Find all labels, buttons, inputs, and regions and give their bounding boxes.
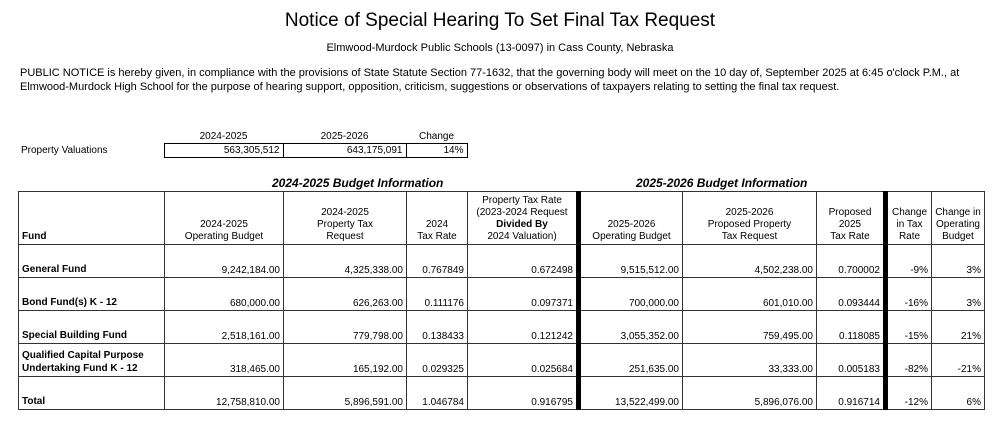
header-line: 2025-2026 xyxy=(607,219,656,230)
cell-c5: 9,515,512.00 xyxy=(579,245,683,278)
header-line: Request xyxy=(326,231,364,242)
table-row xyxy=(19,245,985,278)
fund-name-line: Bond Fund(s) K - 12 xyxy=(22,297,117,308)
header-line: (2023-2024 Request xyxy=(476,207,568,218)
header-line: 2024-2025 xyxy=(321,207,369,218)
cell-c4: 0.025684 xyxy=(468,344,579,377)
column-header-c5 xyxy=(579,192,683,245)
column-header-c4 xyxy=(468,192,579,245)
table-row xyxy=(19,311,985,344)
column-header-c6 xyxy=(683,192,817,245)
cell-c8: -9% xyxy=(886,245,932,278)
cell-c1: 318,465.00 xyxy=(165,344,284,377)
cell-c9: 21% xyxy=(932,311,985,344)
cell-c4: 0.672498 xyxy=(468,245,579,278)
cell-c9: -21% xyxy=(932,344,985,377)
valuation-table xyxy=(18,130,468,158)
header-line: Divided By xyxy=(496,219,548,230)
cell-c2: 5,896,591.00 xyxy=(284,377,407,410)
valuation-value: 563,305,512 xyxy=(164,144,283,158)
cell-c5: 700,000.00 xyxy=(579,278,683,311)
cell-c4: 0.121242 xyxy=(468,311,579,344)
fund-name xyxy=(19,344,165,377)
cell-c2: 779,798.00 xyxy=(284,311,407,344)
header-line: Budget xyxy=(942,231,974,242)
cell-c3: 0.138433 xyxy=(407,311,468,344)
cell-c6: 601,010.00 xyxy=(683,278,817,311)
cell-c4: 0.916795 xyxy=(468,377,579,410)
header-line: in Tax xyxy=(896,219,923,230)
cell-c3: 0.029325 xyxy=(407,344,468,377)
budget-table xyxy=(18,191,985,410)
header-line: 2024 Valuation) xyxy=(487,231,557,242)
header-line: Property Tax xyxy=(317,219,373,230)
fund-name-line: Total xyxy=(22,396,46,407)
valuation-header: 2024-2025 xyxy=(199,131,248,142)
cell-c1: 680,000.00 xyxy=(165,278,284,311)
cell-c5: 251,635.00 xyxy=(579,344,683,377)
header-line: Change xyxy=(891,207,928,218)
cell-c7: 0.916714 xyxy=(817,377,886,410)
cell-c6: 4,502,238.00 xyxy=(683,245,817,278)
header-line: Operating Budget xyxy=(184,231,264,242)
cell-c4: 0.097371 xyxy=(468,278,579,311)
header-line: 2025 xyxy=(838,219,862,230)
table-row xyxy=(19,344,985,377)
cell-c6: 759,495.00 xyxy=(683,311,817,344)
valuation-change: 14% xyxy=(406,144,467,158)
fund-name xyxy=(19,377,165,410)
fund-name xyxy=(19,278,165,311)
cell-c7: 0.118085 xyxy=(817,311,886,344)
column-header-c1 xyxy=(165,192,284,245)
header-line: Operating Budget xyxy=(592,231,671,242)
cell-c6: 5,896,076.00 xyxy=(683,377,817,410)
header-line: Tax Rate xyxy=(417,231,457,242)
valuation-header: Change xyxy=(418,131,455,142)
cell-c3: 1.046784 xyxy=(407,377,468,410)
table-row xyxy=(19,377,985,410)
column-header-c2 xyxy=(284,192,407,245)
cell-c9: 3% xyxy=(932,245,985,278)
section-title-prior: 2024-2025 Budget Information xyxy=(272,176,444,190)
cell-c2: 4,325,338.00 xyxy=(284,245,407,278)
header-line: Proposed Property xyxy=(707,219,792,230)
header-line: Property Tax Rate xyxy=(482,195,562,206)
fund-name-line: Qualified Capital Purpose xyxy=(22,350,144,361)
cell-c7: 0.005183 xyxy=(817,344,886,377)
cell-c8: -82% xyxy=(886,344,932,377)
cell-c9: 6% xyxy=(932,377,985,410)
column-header-c3 xyxy=(407,192,468,245)
cell-c8: -12% xyxy=(886,377,932,410)
section-title-current: 2025-2026 Budget Information xyxy=(636,176,808,190)
cell-c9: 3% xyxy=(932,278,985,311)
valuation-header: 2025-2026 xyxy=(320,131,369,142)
cell-c1: 12,758,810.00 xyxy=(165,377,284,410)
subtitle: Elmwood-Murdock Public Schools (13-0097) in Cass County, Nebraska xyxy=(326,42,674,54)
cell-c8: -15% xyxy=(886,311,932,344)
valuation-label: Property Valuations xyxy=(21,145,108,156)
cell-c7: 0.700002 xyxy=(817,245,886,278)
cell-c5: 3,055,352.00 xyxy=(579,311,683,344)
header-line: Operating xyxy=(936,219,980,230)
cell-c3: 0.111176 xyxy=(407,278,468,311)
cell-c8: -16% xyxy=(886,278,932,311)
cell-c1: 2,518,161.00 xyxy=(165,311,284,344)
fund-name xyxy=(19,311,165,344)
header-line: Rate xyxy=(898,231,921,242)
public-notice: PUBLIC NOTICE is hereby given, in compliance with the provisions of State Statute Section 77-1632, that the governing body will meet on the 10 day of, September 2025 at 6:45 o'clock P.M., at Elmwood-Murdock High School for the purpose of hearing support, opposition, criticism, suggestions or observations of taxpayers relating to setting the final tax request. xyxy=(20,67,960,93)
header-line: 2024-2025 xyxy=(200,219,248,230)
cell-c7: 0.093444 xyxy=(817,278,886,311)
column-header-fund: Fund xyxy=(19,192,165,245)
fund-name-line: General Fund xyxy=(22,264,87,275)
cell-c3: 0.767849 xyxy=(407,245,468,278)
cell-c6: 33,333.00 xyxy=(683,344,817,377)
column-header-c8 xyxy=(886,192,932,245)
cell-c2: 165,192.00 xyxy=(284,344,407,377)
column-header-c7 xyxy=(817,192,886,245)
fund-name-line: Special Building Fund xyxy=(22,330,127,341)
column-header-c9 xyxy=(932,192,985,245)
header-line: Proposed xyxy=(828,207,872,218)
header-line: Tax Rate xyxy=(830,231,870,242)
table-row xyxy=(19,278,985,311)
header-line: 2025-2026 xyxy=(725,207,774,218)
cell-c1: 9,242,184.00 xyxy=(165,245,284,278)
page-title: Notice of Special Hearing To Set Final Tax Request xyxy=(284,10,716,31)
header-line: Tax Request xyxy=(721,231,778,242)
cell-c2: 626,263.00 xyxy=(284,278,407,311)
valuation-value: 643,175,091 xyxy=(283,144,406,158)
header-line: 2024 xyxy=(425,219,449,230)
cell-c5: 13,522,499.00 xyxy=(579,377,683,410)
fund-name-line: Undertaking Fund K - 12 xyxy=(22,363,138,374)
fund-name xyxy=(19,245,165,278)
header-line: Change in xyxy=(935,207,981,218)
